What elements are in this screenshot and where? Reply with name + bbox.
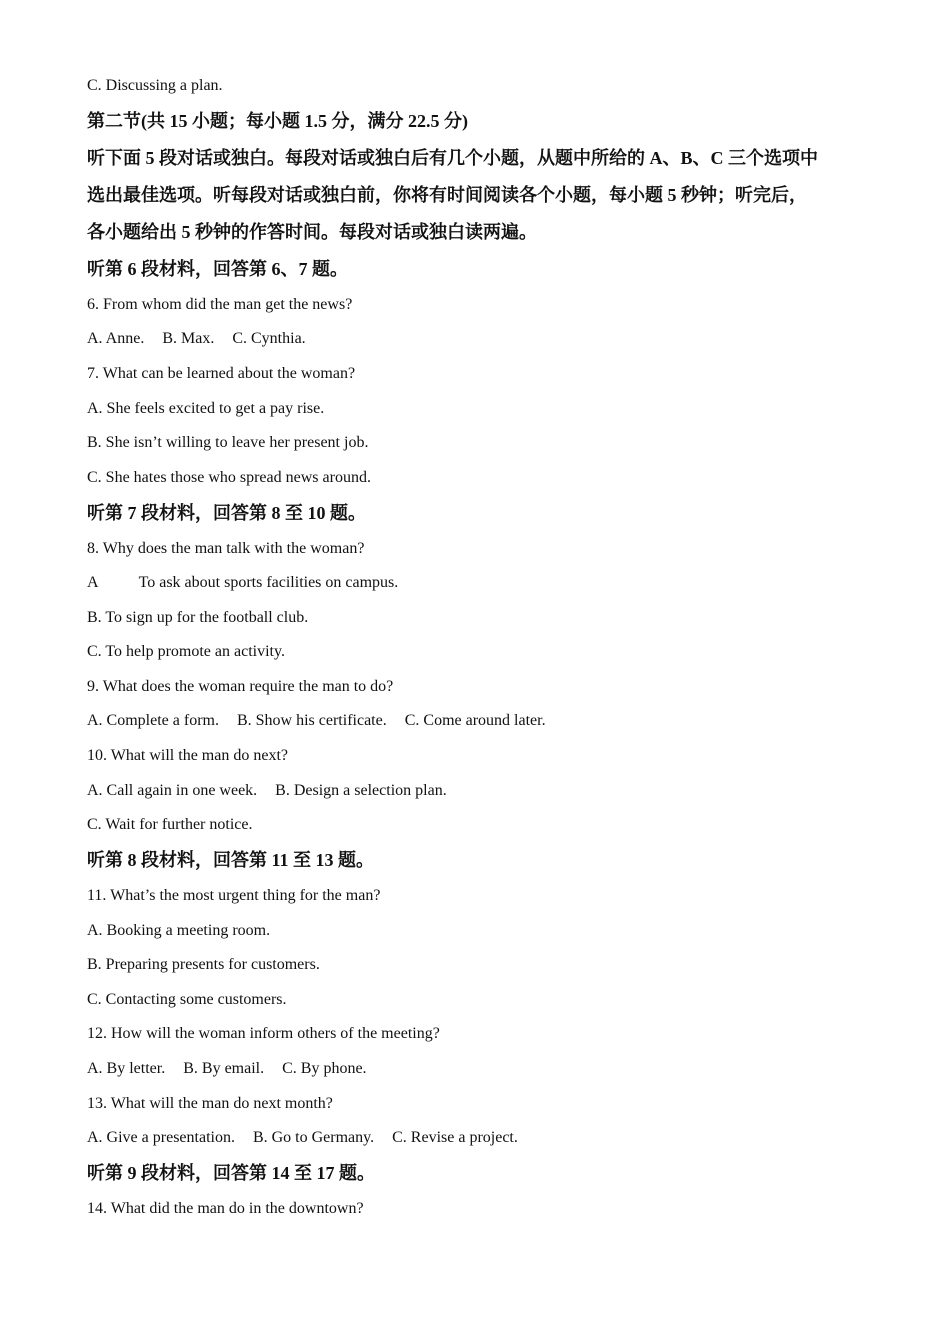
option: C. Cynthia.: [232, 330, 306, 347]
option: B. Go to Germany.: [252, 1129, 375, 1146]
question-8-option-a: [87, 573, 398, 593]
question-7-option-b: B. She isn’t willing to leave her present job.: [87, 434, 369, 451]
question-13: 13. What will the man do next month?: [87, 1095, 333, 1112]
option: A. Anne.: [87, 330, 145, 347]
question-7-option-a: A. She feels excited to get a pay rise.: [87, 400, 325, 417]
question-11-option-a: A. Booking a meeting room.: [87, 922, 271, 939]
passage-9-heading: 听第 9 段材料，回答第 14 至 17 题。: [87, 1163, 375, 1183]
option: A. Complete a form.: [87, 712, 219, 729]
option: C. Revise a project.: [392, 1129, 518, 1146]
question-11-option-b: B. Preparing presents for customers.: [87, 956, 320, 973]
option: B. By email.: [183, 1060, 265, 1077]
option: C. By phone.: [282, 1060, 367, 1077]
question-10-options: [87, 781, 447, 801]
instructions-line-1: 听下面 5 段对话或独白。每段对话或独白后有几个小题，从题中所给的 A、B、C 三个选项中: [87, 148, 818, 168]
question-6: 6. From whom did the man get the news?: [87, 296, 353, 313]
question-9: 9. What does the woman require the man to do?: [87, 678, 394, 695]
question-14: 14. What did the man do in the downtown?: [87, 1200, 364, 1217]
option: C. Come around later.: [404, 712, 546, 729]
option-text: To ask about sports facilities on campus.: [138, 574, 399, 591]
option: A. By letter.: [87, 1060, 166, 1077]
question-9-options: [87, 711, 546, 731]
option: A. Call again in one week.: [87, 782, 258, 799]
passage-7-heading: 听第 7 段材料，回答第 8 至 10 题。: [87, 503, 366, 523]
question-12-options: [87, 1059, 367, 1079]
question-13-options: [87, 1128, 518, 1148]
question-8: 8. Why does the man talk with the woman?: [87, 540, 365, 557]
passage-6-heading: 听第 6 段材料，回答第 6、7 题。: [87, 259, 348, 279]
option: B. Show his certificate.: [236, 712, 387, 729]
question-7-option-c: C. She hates those who spread news around.: [87, 469, 371, 486]
question-7: 7. What can be learned about the woman?: [87, 365, 356, 382]
option: B. Design a selection plan.: [275, 782, 447, 799]
option: A. Give a presentation.: [87, 1129, 235, 1146]
option: B. Max.: [162, 330, 215, 347]
question-6-options: [87, 329, 306, 349]
question-8-option-c: C. To help promote an activity.: [87, 643, 285, 660]
question-10: 10. What will the man do next?: [87, 747, 288, 764]
option-letter: A: [87, 574, 99, 591]
question-8-option-b: B. To sign up for the football club.: [87, 609, 309, 626]
question-11: 11. What’s the most urgent thing for the man?: [87, 887, 381, 904]
section-heading: 第二节(共 15 小题；每小题 1.5 分，满分 22.5 分): [87, 111, 468, 131]
instructions-line-3: 各小题给出 5 秒钟的作答时间。每段对话或独白读两遍。: [87, 222, 537, 242]
q5-option-c: C. Discussing a plan.: [87, 77, 223, 94]
question-11-option-c: C. Contacting some customers.: [87, 991, 287, 1008]
question-12: 12. How will the woman inform others of the meeting?: [87, 1025, 440, 1042]
passage-8-heading: 听第 8 段材料，回答第 11 至 13 题。: [87, 850, 375, 870]
instructions-line-2: 选出最佳选项。听每段对话或独白前，你将有时间阅读各个小题，每小题 5 秒钟；听完后，: [87, 185, 807, 205]
question-10-option-c: C. Wait for further notice.: [87, 816, 253, 833]
